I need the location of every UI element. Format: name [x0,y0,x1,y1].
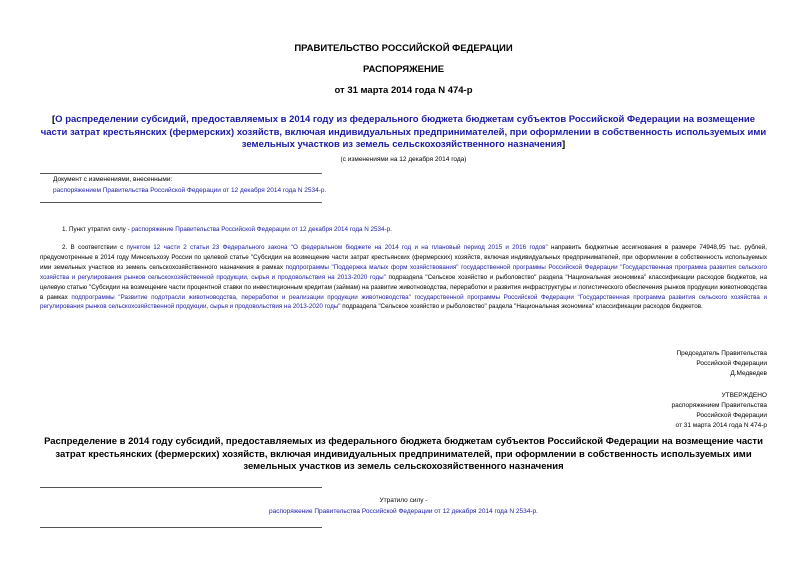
signature-block [676,349,767,379]
changes-block [53,175,326,196]
approved-block [672,391,767,431]
paragraph-2-text-4: подраздела "Сельское хозяйство и рыболовство" раздела "Национальная экономика" классификации расходов бюджетов. [340,303,703,311]
document-subject [40,114,767,152]
paragraph-2-text-1: 2. В соответствии с [62,244,127,251]
changes-label: Документ с изменениями, внесенными: [53,176,173,183]
approved-line-2: распоряжением Правительства [671,402,767,409]
approved-line-1: УТВЕРЖДЕНО [721,392,767,399]
subject-link[interactable]: О распределении субсидий, предоставляемых в 2014 году из федерального бюджета бюджетам субъектов Российской Федерации на возмещение части затрат крестьянских (фермерских) хозяйств, включая индивидуальных предпринимателей, при оформлении в собственность используемых ими земельных участков из земель сельскохозяйственного назначения [40,114,767,150]
annex-void-note [230,496,577,517]
subject-close-bracket: ] [562,139,566,150]
paragraph-2-text-3: подраздела "Сельское хозяйство и рыболовство" раздела "Национальная экономика" классификации расходов бюджетов, на целевую статью "Субсидии на возмещение части процентной ставки по инвестиционным кредитам (займам) на развитие животноводства, переработки и развития инфраструктуры и логистического обеспечения рынков продукции животноводства в рамках [40,273,767,301]
annex-void-label: Утратило силу - [379,497,428,504]
signature-line-2: Российской Федерации [696,360,767,367]
changes-note: (с изменениями на 12 декабря 2014 года) [340,156,467,163]
approved-line-3: Российской Федерации [696,412,767,419]
paragraph-2-link-1[interactable]: пунктом 12 части 2 статьи 23 Федерального закона "О федеральном бюджете на 2014 год и на плановый период 2015 и 2016 годов" [126,244,548,251]
paragraph-2-text-2: направить бюджетные ассигнования в размере 74948,95 тыс. рублей, предусмотренные в 2014 году Минсельхозу России по целевой статье "Субсидии на возмещение части затрат крестьянских (фермерских) хозяйств, включая индивидуальных предпринимателей, при оформлении в собственность используемых ими земельных участков из земель сельскохозяйственного назначения в рамках [40,244,767,271]
divider-top [40,173,322,174]
paragraph-2-link-3[interactable]: подпрограммы "Развитие подотрасли животноводства, переработки и реализации продукции животноводства" государственной программы Российской Федерации "Государственная программа развития сельского хозяйства и регулирования рынков сельскохозяйственной продукции, сырья и продовольствия на 2013-2020 годы" [40,293,767,311]
paragraph-1-text: 1. Пункт утратил силу - [62,226,132,233]
annex-void-link[interactable]: распоряжение Правительства Российской Федерации от 12 декабря 2014 года N 2534-р. [269,507,538,515]
paragraph-2 [40,243,767,312]
approved-line-4: от 31 марта 2014 года N 474-р [675,422,767,429]
paragraph-1 [40,225,767,235]
annex-divider-top [40,487,322,488]
paragraph-1-link[interactable]: распоряжение Правительства Российской Федерации от 12 декабря 2014 года N 2534-р. [131,226,392,233]
signature-line-3: Д.Медведев [730,370,767,377]
document-date-heading: от 31 марта 2014 года N 474-р [334,85,473,96]
annex-title: Распределение в 2014 году субсидий, предоставляемых из федерального бюджета бюджетам субъектов Российской Федерации на возмещение части затрат крестьянских (фермерских) хозяйств, включая индивидуальных предпринимателей, при оформлении в собственность используемых ими земельных участков из земель сельскохозяйственного назначения [44,436,763,472]
government-heading: ПРАВИТЕЛЬСТВО РОССИЙСКОЙ ФЕДЕРАЦИИ [294,43,513,54]
divider-bottom [40,202,322,203]
changes-link[interactable]: распоряжением Правительства Российской Федерации от 12 декабря 2014 года N 2534-р. [53,186,327,194]
subject-open-bracket: [ [52,114,56,125]
annex-divider-bottom [40,527,322,528]
signature-line-1: Председатель Правительства [676,350,767,357]
document-type-heading: РАСПОРЯЖЕНИЕ [362,64,445,75]
paragraph-2-link-2[interactable]: подпрограммы "Поддержка малых форм хозяйствования" государственной программы Российской Федерации "Государственная программа развития сельского хозяйства и регулирования рынков сельскохозяйственной продукции, сырья и продовольствия на 2013-2020 годы" [40,263,767,281]
